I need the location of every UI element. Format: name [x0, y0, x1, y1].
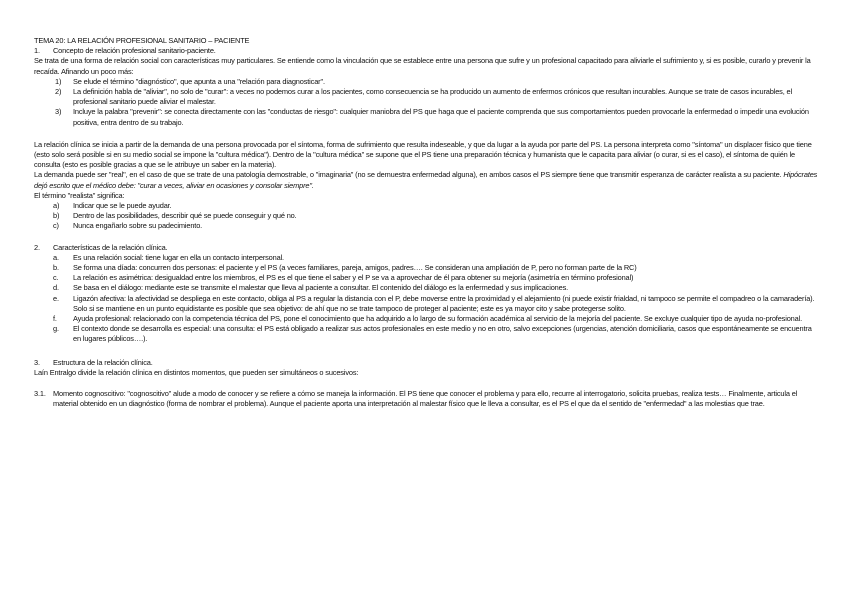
list-item: [34, 273, 818, 283]
list-item: [34, 107, 818, 127]
list-marker: b): [53, 211, 60, 221]
section-heading-text: Estructura de la relación clínica.: [53, 357, 153, 367]
list-item: [34, 201, 818, 211]
list-item: [34, 263, 818, 273]
subsection-3-1: [34, 389, 818, 409]
list-item: [34, 324, 818, 344]
list-marker: d.: [53, 283, 59, 293]
list-marker: a): [53, 201, 60, 211]
list-item-text: El contexto donde se desarrolla es especial: una consulta: el PS está obligado a realizar sus actos profesionales en este medio y no en otro, salvo excepciones (urgencias, atención domiciliaria, casos que espontáneamente se encuentra en lugares públicos….).: [73, 324, 812, 344]
list-item: [34, 211, 818, 221]
list-marker: c): [53, 221, 59, 231]
paragraph-relacion-clinica: La relación clínica se inicia a partir de la demanda de una persona provocada por el síntoma, forma de sufrimiento que resulta indeseable, y que da lugar a la ayuda por parte del PS. La persona interpreta como "síntoma" un displacer físico que tiene (esto solo será posible si en su medio social se impone la "cultura médica"). Dentro de la "cultura médica" se supone que el PS tiene una preparación técnica y humanista que le capacita para aliviar (o curar, si es el caso), el síntoma de quién le consulta (esto es posible gracias a que se le atribuye un saber en la materia).: [34, 139, 812, 170]
list-item-text: Se forma una díada: concurren dos personas: el paciente y el PS (a veces familiares, pareja, amigos, padres…. Se consideran una ampliación de P, pero no forman parte de la RC): [73, 263, 637, 273]
list-item: [34, 294, 818, 314]
list-item: [34, 221, 818, 231]
subsection-number: 3.1.: [34, 389, 46, 399]
list-marker: 3): [55, 107, 62, 117]
section-number: 1.: [34, 46, 40, 56]
list-item: [34, 77, 818, 87]
section-1-intro: Se trata de una forma de relación social con características muy particulares. Se entiende como la vinculación que se establece entre una persona que sufre y un profesional capacitado para aliviarle el sufrimiento y, si es posible, curarlo y prevenir la recaída. Afinando un poco más:: [34, 56, 811, 76]
realista-intro: El término "realista" significa:: [34, 190, 125, 200]
section-heading-text: Concepto de relación profesional sanitario-paciente.: [53, 46, 216, 56]
list-marker: g.: [53, 324, 59, 334]
section-number: 2.: [34, 242, 40, 252]
list-item: [34, 253, 818, 263]
list-marker: 1): [55, 76, 62, 86]
list-item: [34, 87, 818, 107]
list-marker: 2): [55, 87, 62, 97]
characteristics-list: [34, 253, 818, 345]
section-number: 3.: [34, 357, 40, 367]
list-marker: a.: [53, 252, 59, 262]
document-page: [34, 36, 818, 410]
list-item: [34, 314, 818, 324]
list-marker: c.: [53, 273, 59, 283]
lettered-list: [34, 201, 818, 232]
list-item-text: La relación es asimétrica: desigualdad entre los miembros, el PS es el que tiene el saber y el P se va a aprovechar de él para obtener su mejoría (asimetría en término profesional): [73, 273, 634, 283]
section-2-heading: [34, 243, 818, 253]
section-1-heading: [34, 46, 818, 56]
section-3-heading: [34, 358, 818, 368]
section-3-intro: Laín Entralgo divide la relación clínica en distintos momentos, que pueden ser simultáneos o sucesivos:: [34, 367, 359, 377]
list-item-text: Dentro de las posibilidades, describir qué se puede conseguir y qué no.: [73, 211, 297, 221]
list-item-text: Es una relación social: tiene lugar en ella un contacto interpersonal.: [73, 252, 284, 262]
document-title: TEMA 20: LA RELACIÓN PROFESIONAL SANITARIO – PACIENTE: [34, 36, 250, 45]
list-item-text: Incluye la palabra "prevenir": se conecta directamente con las "conductas de riesgo": cualquier maniobra del PS que haga que el paciente comprenda que sus comportamientos pueden provocarle la enfermedad o impedir una evolución positiva, entra dentro de su trabajo.: [73, 107, 809, 127]
list-item-text: Se elude el término "diagnóstico", que apunta a una "relación para diagnosticar".: [73, 76, 325, 86]
list-item-text: Nunca engañarlo sobre su padecimiento.: [73, 221, 203, 231]
paragraph-demanda: [34, 170, 818, 190]
list-marker: e.: [53, 293, 59, 303]
list-marker: f.: [53, 314, 57, 324]
list-item-text: Ayuda profesional: relacionado con la competencia técnica del PS, pone el conocimiento que ha adquirido a lo largo de su formación académica al servicio de la mejoría del paciente. Se excluye cualquier tipo de ayuda no-profesional.: [73, 314, 802, 324]
list-item-text: Se basa en el diálogo: mediante este se transmite el malestar que lleva al paciente a consultar. El contenido del diálogo es la enfermedad y sus implicaciones.: [73, 283, 569, 293]
hipocrates-quote: Hipócrates dejó escrito que el médico debe: "curar a veces, aliviar en ocasiones y consolar siempre".: [34, 170, 818, 190]
paragraph-demanda-text: La demanda puede ser "real", en el caso de que se trate de una patología demostrable, o "imaginaria" (no se demuestra enfermedad alguna), en ambos casos el PS siempre tiene que transmitir esperanza de carácter realista a su paciente.: [34, 170, 784, 180]
list-marker: b.: [53, 263, 59, 273]
list-item-text: Ligazón afectiva: la afectividad se despliega en este contacto, obliga al PS a regular la distancia con el P, debe moverse entre la proximidad y el alejamiento (ni puede existir frialdad, ni tampoco se permite el compadreo o la camaradería). Solo si se mantiene en un punto equidistante es posible que sea objetivo: de ahí que no se trate tampoco de proteger al paciente; este es ya mayor cito y sabe protegerse solito.: [73, 293, 815, 313]
section-heading-text: Características de la relación clínica.: [53, 242, 168, 252]
list-item-text: La definición habla de "aliviar", no solo de "curar": a veces no podemos curar a los pacientes, como consecuencia se ha producido un aumento de enfermos crónicos que resultan incurables. Aunque se trate de casos incurables, el profesional sanitario puede aliviar el malestar.: [73, 87, 792, 107]
list-item: [34, 283, 818, 293]
subsection-text: Momento cognoscitivo: "cognoscitivo" alude a modo de conocer y se refiere a cómo se maneja la información. El PS tiene que conocer el problema y para ello, recurre al interrogatorio, solicita pruebas, realiza tests… Finalmente, articula el material obtenido en un diagnóstico (forma de nombrar el problema). Aunque el paciente aporta una interpretación al malestar físico que le lleva a consultar, es el PS el que da el sentido de "enfermedad" a las molestias que trae.: [53, 389, 798, 409]
list-item-text: Indicar que se le puede ayudar.: [73, 201, 172, 211]
numbered-list: [34, 77, 818, 128]
